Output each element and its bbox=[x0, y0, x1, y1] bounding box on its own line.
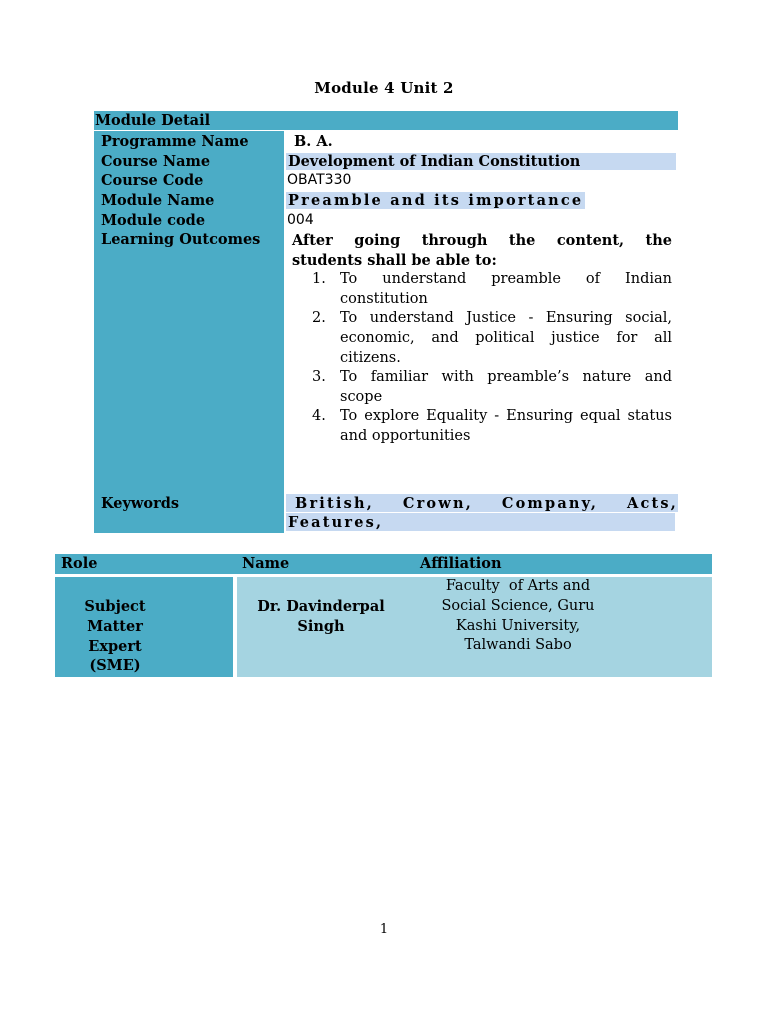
outcome-number: 2. bbox=[312, 310, 326, 327]
module-code-value: 004 bbox=[287, 212, 314, 228]
course-code-label: Course Code bbox=[101, 172, 204, 189]
name-line: Singh bbox=[297, 617, 345, 635]
role-text bbox=[70, 597, 160, 676]
learning-outcomes-content bbox=[292, 231, 672, 447]
affiliation-line: Social Science, Guru bbox=[441, 597, 595, 614]
outcome-text: To familiar with preamble’s nature and scope bbox=[340, 369, 672, 405]
affiliation-line: Talwandi Sabo bbox=[464, 637, 572, 654]
name-column-header: Name bbox=[242, 555, 290, 572]
affiliation-line: Faculty of Arts and bbox=[445, 578, 591, 594]
role-line: Subject bbox=[84, 598, 146, 615]
document-title: Module 4 Unit 2 bbox=[314, 79, 454, 97]
keywords-label: Keywords bbox=[101, 495, 180, 512]
role-column-header: Role bbox=[61, 555, 98, 572]
page-number: 1 bbox=[379, 922, 389, 937]
outcome-number: 4. bbox=[312, 408, 326, 425]
keywords-line1: British, Crown, Company, Acts, bbox=[295, 495, 678, 512]
outcome-text: To explore Equality - Ensuring equal status and opportunities bbox=[340, 408, 672, 444]
programme-name-value: B. A. bbox=[294, 133, 333, 150]
outcome-item bbox=[292, 270, 672, 309]
course-code-value: OBAT330 bbox=[287, 172, 352, 188]
module-detail-header-text: Module Detail bbox=[95, 112, 211, 129]
module-detail-header bbox=[94, 111, 678, 130]
outcome-item bbox=[292, 407, 672, 446]
course-name-label: Course Name bbox=[101, 153, 211, 170]
outcomes-list bbox=[292, 270, 672, 446]
outcome-number: 3. bbox=[312, 369, 326, 386]
outcomes-intro-line1: After going through the content, the bbox=[292, 232, 672, 249]
module-name-label: Module Name bbox=[101, 192, 215, 209]
learning-outcomes-label: Learning Outcomes bbox=[101, 231, 261, 248]
role-line: (SME) bbox=[89, 657, 141, 675]
module-code-label: Module code bbox=[101, 212, 206, 229]
role-table-header bbox=[55, 554, 712, 574]
outcome-item bbox=[292, 368, 672, 407]
affiliation-line: Kashi University, bbox=[455, 617, 581, 634]
outcome-number: 1. bbox=[312, 271, 326, 288]
programme-name-label: Programme Name bbox=[101, 133, 249, 150]
outcome-text: To understand preamble of Indian constitution bbox=[340, 271, 672, 307]
affiliation-column-header: Affiliation bbox=[420, 555, 502, 572]
keywords-line2: Features, bbox=[288, 514, 384, 531]
course-name-value: Development of Indian Constitution bbox=[286, 153, 676, 170]
name-line: Dr. Davinderpal bbox=[257, 598, 385, 615]
sme-affiliation bbox=[418, 577, 618, 656]
outcome-item bbox=[292, 309, 672, 368]
outcomes-intro-line2: students shall be able to: bbox=[292, 251, 497, 269]
outcome-text: To understand Justice - Ensuring social, economic, and political justice for all citizens. bbox=[340, 310, 672, 366]
sme-name bbox=[246, 597, 396, 637]
role-line: Matter bbox=[87, 617, 143, 635]
role-line: Expert bbox=[88, 637, 142, 655]
module-name-value: Preamble and its importance bbox=[288, 192, 584, 209]
